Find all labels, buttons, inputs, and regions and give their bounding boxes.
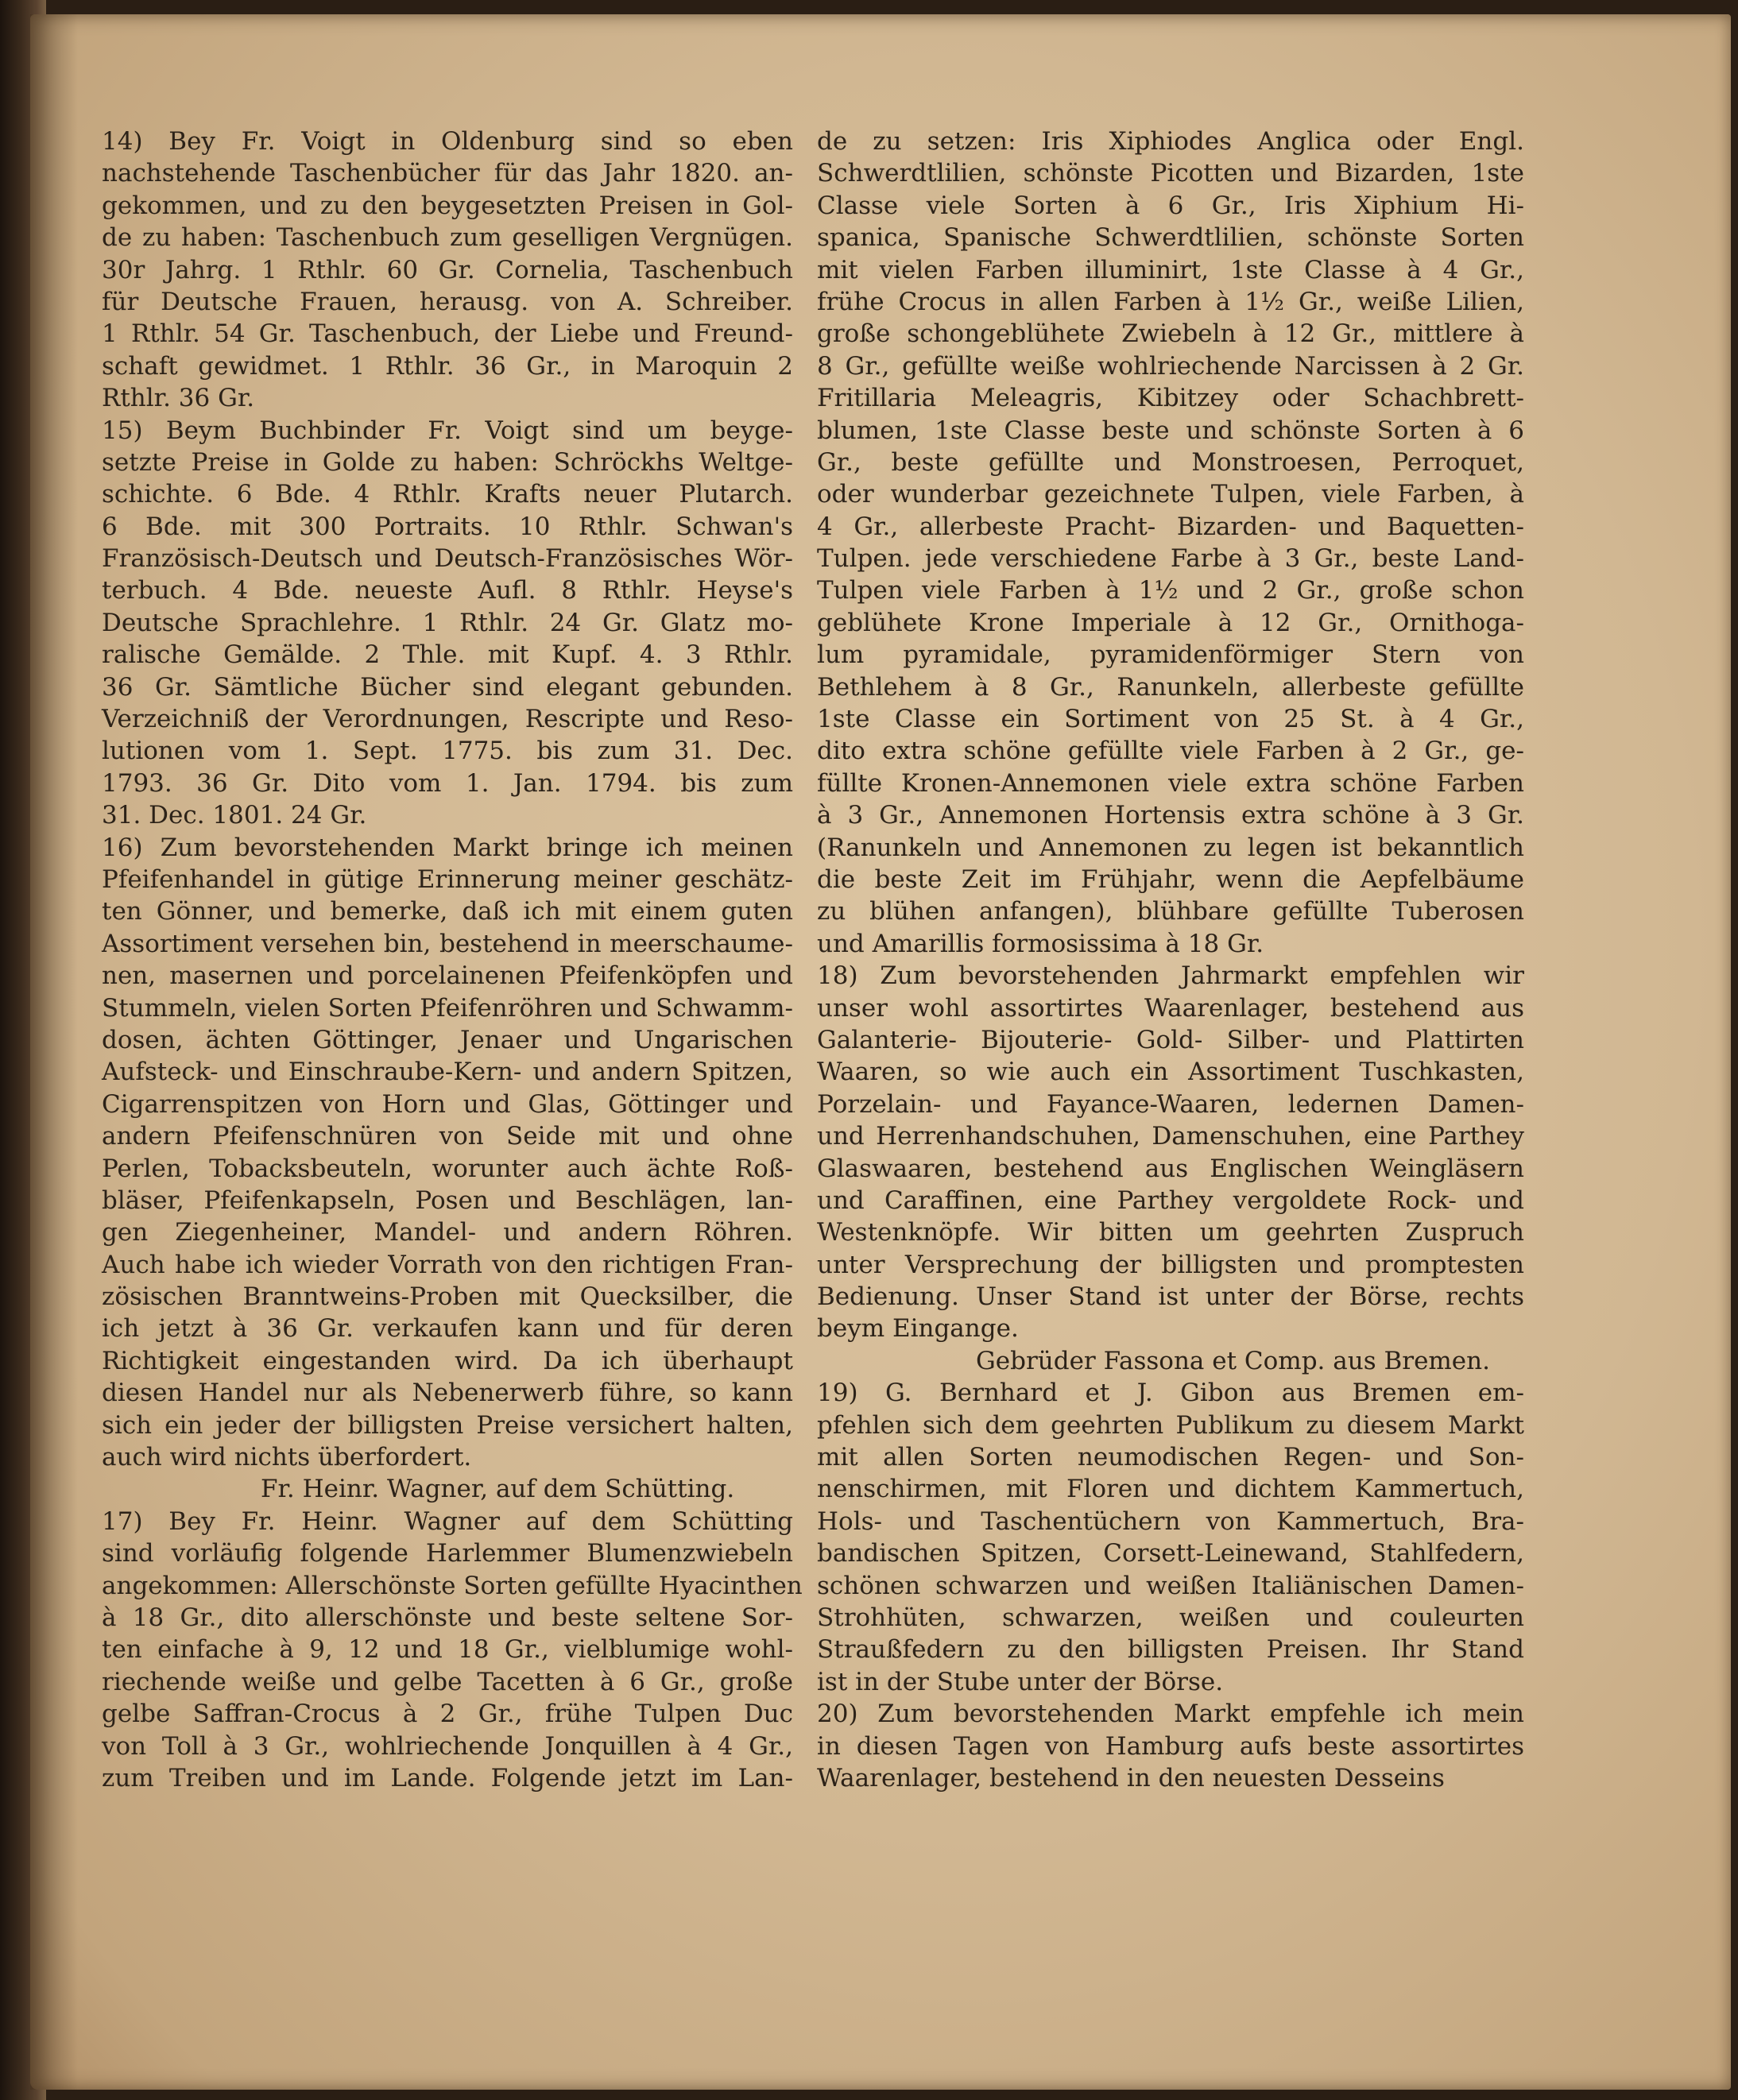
- left-column-line: Perlen, Tobacksbeuteln, worunter auch ächte Roß-: [102, 1154, 793, 1183]
- right-column-line: nenschirmen, mit Floren und dichtem Kammertuch,: [817, 1475, 1524, 1504]
- right-column-line: und Herrenhandschuhen, Damenschuhen, eine Parthey: [817, 1122, 1524, 1151]
- left-column-line: gekommen, und zu den beygesetzten Preisen in Gol-: [102, 191, 793, 220]
- right-column-line: Bedienung. Unser Stand ist unter der Börse, rechts: [817, 1282, 1524, 1312]
- left-column-line: andern Pfeifenschnüren von Seide mit und ohne: [102, 1122, 793, 1151]
- left-column-line: 6 Bde. mit 300 Portraits. 10 Rthlr. Schwan's: [102, 512, 793, 541]
- left-column-line: Fr. Heinr. Wagner, auf dem Schütting.: [261, 1475, 735, 1504]
- left-column-line: Rthlr. 36 Gr.: [102, 384, 255, 413]
- right-column-line: mit vielen Farben illuminirt, 1ste Classe à 4 Gr.,: [817, 255, 1524, 284]
- right-column-line: 20) Zum bevorstehenden Markt empfehle ich mein: [817, 1700, 1524, 1729]
- right-column-line: Waaren, so wie auch ein Assortiment Tuschkasten,: [817, 1058, 1524, 1087]
- left-column-line: Verzeichniß der Verordnungen, Rescripte und Reso-: [102, 705, 793, 734]
- right-column-line: unter Versprechung der billigsten und promptesten: [817, 1250, 1524, 1279]
- right-column-line: und Caraffinen, eine Parthey vergoldete Rock- und: [817, 1185, 1524, 1215]
- page-gutter-shadow: [30, 14, 78, 2090]
- left-column: [102, 126, 803, 1794]
- left-column-line: Richtigkeit eingestanden wird. Da ich überhaupt: [102, 1346, 793, 1375]
- right-column-line: Fritillaria Meleagris, Kibitzey oder Schachbrett-: [817, 384, 1524, 413]
- right-column-line: oder wunderbar gezeichnete Tulpen, viele Farben, à: [817, 480, 1524, 509]
- left-column-line: für Deutsche Frauen, herausg. von A. Schreiber.: [102, 287, 793, 316]
- left-column-line: à 18 Gr., dito allerschönste und beste seltene Sor-: [102, 1603, 793, 1632]
- left-column-line: von Toll à 3 Gr., wohlriechende Jonquillen à 4 Gr.,: [102, 1731, 793, 1761]
- left-column-line: gen Ziegenheiner, Mandel- und andern Röhren.: [102, 1218, 793, 1247]
- right-column-line: Strohhüten, schwarzen, weißen und couleurten: [817, 1603, 1524, 1632]
- right-column-line: spanica, Spanische Schwerdtlilien, schönste Sorten: [817, 223, 1524, 253]
- right-column-line: und Amarillis formosissima à 18 Gr.: [817, 929, 1264, 958]
- right-column-line: bandischen Spitzen, Corsett-Leinewand, Stahlfedern,: [817, 1539, 1524, 1568]
- right-column-line: frühe Crocus in allen Farben à 1½ Gr., weiße Lilien,: [817, 287, 1524, 316]
- right-column-line: Westenknöpfe. Wir bitten um geehrten Zuspruch: [817, 1218, 1524, 1247]
- left-column-line: auch wird nichts überfordert.: [102, 1443, 472, 1472]
- right-column-line: Bethlehem à 8 Gr., Ranunkeln, allerbeste gefüllte: [817, 672, 1524, 702]
- left-column-line: bläser, Pfeifenkapseln, Posen und Beschlägen, lan-: [102, 1185, 793, 1215]
- left-column-line: sind vorläufig folgende Harlemmer Blumenzwiebeln: [102, 1539, 793, 1568]
- right-column-line: Hols- und Taschentüchern von Kammertuch, Bra-: [817, 1506, 1524, 1536]
- right-column-line: lum pyramidale, pyramidenförmiger Stern von: [817, 640, 1524, 670]
- left-column-line: 1793. 36 Gr. Dito vom 1. Jan. 1794. bis zum: [102, 768, 793, 798]
- right-column-line: Schwerdtlilien, schönste Picotten und Bizarden, 1ste: [817, 159, 1524, 188]
- left-column-line: setzte Preise in Golde zu haben: Schröckhs Weltge-: [102, 447, 793, 477]
- right-column-line: mit allen Sorten neumodischen Regen- und Son-: [817, 1443, 1524, 1472]
- left-column-line: zum Treiben und im Lande. Folgende jetzt im Lan-: [102, 1763, 793, 1793]
- right-column-line: 19) G. Bernhard et J. Gibon aus Bremen em-: [817, 1379, 1524, 1408]
- right-column-line: à 3 Gr., Annemonen Hortensis extra schöne à 3 Gr.: [817, 801, 1524, 830]
- left-column-line: nachstehende Taschenbücher für das Jahr 1820. an-: [102, 159, 793, 188]
- left-column-line: Pfeifenhandel in gütige Erinnerung meiner geschätz-: [102, 864, 793, 894]
- left-column-line: 30r Jahrg. 1 Rthlr. 60 Gr. Cornelia, Taschenbuch: [102, 255, 793, 284]
- right-column-line: ist in der Stube unter der Börse.: [817, 1667, 1224, 1696]
- right-column-line: Gebrüder Fassona et Comp. aus Bremen.: [976, 1346, 1490, 1375]
- left-column-line: ich jetzt à 36 Gr. verkaufen kann und für deren: [102, 1314, 793, 1344]
- right-column-line: (Ranunkeln und Annemonen zu legen ist bekanntlich: [817, 833, 1524, 862]
- right-column-line: pfehlen sich dem geehrten Publikum zu diesem Markt: [817, 1410, 1524, 1440]
- right-column-line: schönen schwarzen und weißen Italiänischen Damen-: [817, 1571, 1524, 1600]
- right-column-line: 4 Gr., allerbeste Pracht- Bizarden- und Baquetten-: [817, 512, 1524, 541]
- right-column-line: Tulpen. jede verschiedene Farbe à 3 Gr., beste Land-: [817, 544, 1524, 574]
- left-column-line: Französisch-Deutsch und Deutsch-Französisches Wör-: [102, 544, 793, 574]
- left-column-line: gelbe Saffran-Crocus à 2 Gr., frühe Tulpen Duc: [102, 1700, 793, 1729]
- left-column-line: Assortiment versehen bin, bestehend in meerschaume-: [102, 929, 793, 958]
- right-column-line: de zu setzen: Iris Xiphiodes Anglica oder Engl.: [817, 127, 1524, 156]
- left-column-line: terbuch. 4 Bde. neueste Aufl. 8 Rthlr. Heyse's: [102, 576, 793, 605]
- right-column-line: 1ste Classe ein Sortiment von 25 St. à 4 Gr.,: [817, 705, 1524, 734]
- left-column-line: 14) Bey Fr. Voigt in Oldenburg sind so eben: [102, 127, 793, 156]
- left-column-line: Deutsche Sprachlehre. 1 Rthlr. 24 Gr. Glatz mo-: [102, 608, 793, 637]
- right-column-line: geblühete Krone Imperiale à 12 Gr., Ornithoga-: [817, 608, 1524, 637]
- left-column-line: Aufsteck- und Einschraube-Kern- und andern Spitzen,: [102, 1058, 793, 1087]
- left-column-line: ten einfache à 9, 12 und 18 Gr., vielblumige wohl-: [102, 1635, 793, 1665]
- left-column-line: angekommen: Allerschönste Sorten gefüllte Hyacinthen: [102, 1571, 803, 1600]
- right-column-line: unser wohl assortirtes Waarenlager, bestehend aus: [817, 993, 1524, 1023]
- left-column-line: Auch habe ich wieder Vorrath von den richtigen Fran-: [102, 1250, 793, 1279]
- left-column-line: sich ein jeder der billigsten Preise versichert halten,: [102, 1410, 793, 1440]
- right-column-line: Glaswaaren, bestehend aus Englischen Weingläsern: [817, 1154, 1524, 1183]
- right-column-line: Straußfedern zu den billigsten Preisen. Ihr Stand: [817, 1635, 1524, 1665]
- left-column-line: schichte. 6 Bde. 4 Rthlr. Krafts neuer Plutarch.: [102, 480, 793, 509]
- left-column-line: 1 Rthlr. 54 Gr. Taschenbuch, der Liebe und Freund-: [102, 319, 793, 349]
- left-column-line: Stummeln, vielen Sorten Pfeifenröhren und Schwamm-: [102, 993, 793, 1023]
- left-column-line: ten Gönner, und bemerke, daß ich mit einem guten: [102, 897, 793, 926]
- right-column-line: dito extra schöne gefüllte viele Farben à 2 Gr., ge-: [817, 737, 1524, 766]
- right-column-line: blumen, 1ste Classe beste und schönste Sorten à 6: [817, 416, 1524, 445]
- left-column-line: 36 Gr. Sämtliche Bücher sind elegant gebunden.: [102, 672, 793, 702]
- left-column-line: de zu haben: Taschenbuch zum geselligen Vergnügen.: [102, 223, 793, 253]
- left-column-line: diesen Handel nur als Nebenerwerb führe, so kann: [102, 1379, 793, 1408]
- left-column-line: ralische Gemälde. 2 Thle. mit Kupf. 4. 3 Rthlr.: [102, 640, 793, 670]
- right-column-line: Tulpen viele Farben à 1½ und 2 Gr., große schon: [817, 576, 1524, 605]
- right-column-line: beym Eingange.: [817, 1314, 1019, 1344]
- right-column-line: Galanterie- Bijouterie- Gold- Silber- und Plattirten: [817, 1025, 1524, 1054]
- left-column-line: nen, masernen und porcelainenen Pfeifenköpfen und: [102, 961, 793, 991]
- right-column-line: große schongeblühete Zwiebeln à 12 Gr., mittlere à: [817, 319, 1524, 349]
- left-column-line: zösischen Branntweins-Proben mit Quecksilber, die: [102, 1282, 793, 1312]
- right-column-line: die beste Zeit im Frühjahr, wenn die Aepfelbäume: [817, 864, 1524, 894]
- left-column-line: 16) Zum bevorstehenden Markt bringe ich meinen: [102, 833, 793, 862]
- right-column-line: Gr., beste gefüllte und Monstroesen, Perroquet,: [817, 447, 1524, 477]
- left-column-line: schaft gewidmet. 1 Rthlr. 36 Gr., in Maroquin 2: [102, 351, 793, 381]
- left-column-line: riechende weiße und gelbe Tacetten à 6 Gr., große: [102, 1667, 793, 1696]
- right-column: [817, 126, 1524, 1794]
- left-column-line: 31. Dec. 1801. 24 Gr.: [102, 801, 367, 830]
- right-column-line: Porzelain- und Fayance-Waaren, ledernen Damen-: [817, 1089, 1524, 1119]
- left-column-line: 15) Beym Buchbinder Fr. Voigt sind um beyge-: [102, 416, 793, 445]
- left-column-line: dosen, ächten Göttinger, Jenaer und Ungarischen: [102, 1025, 793, 1054]
- right-column-line: 8 Gr., gefüllte weiße wohlriechende Narcissen à 2 Gr.: [817, 351, 1524, 381]
- right-column-line: zu blühen anfangen), blühbare gefüllte Tuberosen: [817, 897, 1524, 926]
- left-column-line: Cigarrenspitzen von Horn und Glas, Göttinger und: [102, 1089, 793, 1119]
- right-column-line: 18) Zum bevorstehenden Jahrmarkt empfehlen wir: [817, 961, 1524, 991]
- left-column-line: lutionen vom 1. Sept. 1775. bis zum 31. Dec.: [102, 737, 793, 766]
- right-column-line: Classe viele Sorten à 6 Gr., Iris Xiphium Hi-: [817, 191, 1524, 220]
- right-column-line: in diesen Tagen von Hamburg aufs beste assortirtes: [817, 1731, 1524, 1761]
- left-column-line: 17) Bey Fr. Heinr. Wagner auf dem Schütting: [102, 1506, 793, 1536]
- right-column-line: Waarenlager, bestehend in den neuesten Desseins: [817, 1763, 1445, 1793]
- right-column-line: füllte Kronen-Annemonen viele extra schöne Farben: [817, 768, 1524, 798]
